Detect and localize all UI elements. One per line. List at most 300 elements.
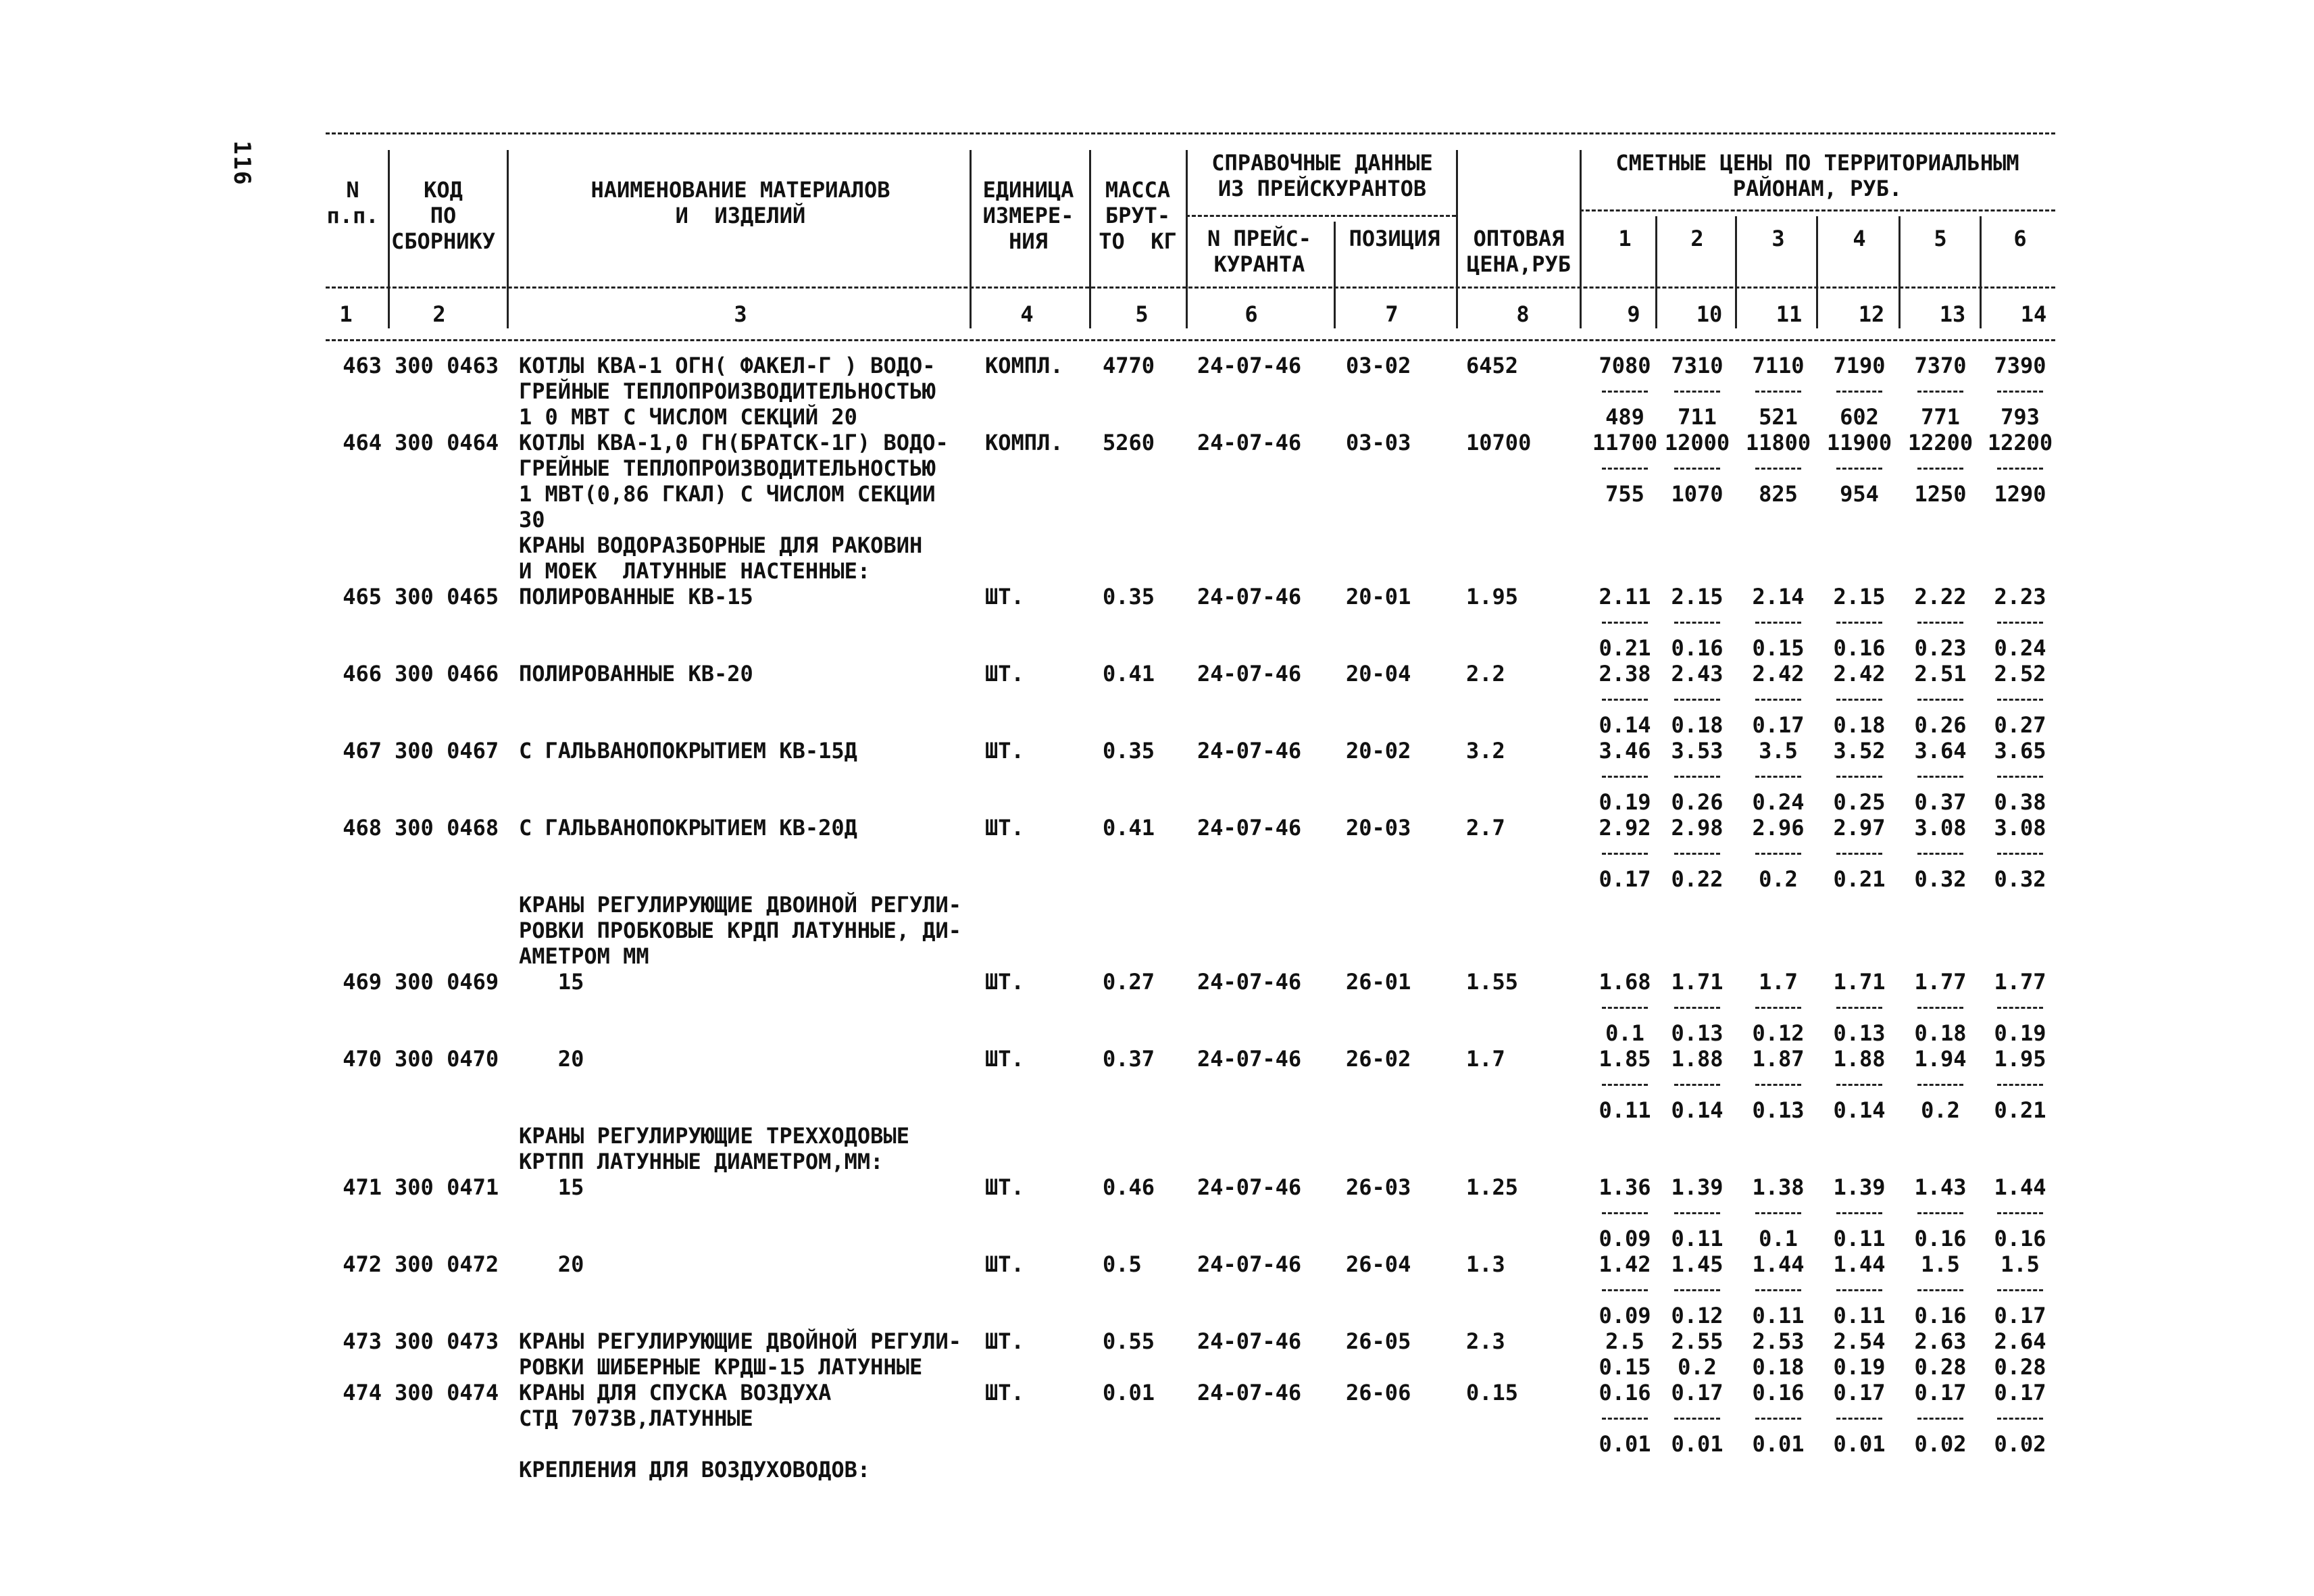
row-price: 2.43	[1671, 661, 1724, 687]
price-divider	[1997, 1212, 2043, 1214]
price-divider	[1997, 1084, 2043, 1086]
row-transport: 0.17	[1994, 1303, 2046, 1328]
row-transport: 0.14	[1599, 712, 1651, 738]
row-transport: 0.21	[1833, 866, 1886, 892]
row-code: 300 0472	[395, 1251, 499, 1277]
row-transport: 0.17	[1752, 712, 1805, 738]
row-price: 2.15	[1833, 584, 1886, 609]
price-divider	[1602, 468, 1648, 470]
header-unit: ЕДИНИЦА ИЗМЕРЕ- НИЯ	[982, 177, 1074, 254]
row-transport: 0.2	[1678, 1354, 1717, 1380]
row-name: ГРЕЙНЫЕ ТЕПЛОПРОИЗВОДИТЕЛЬНОСТЬЮ	[519, 378, 936, 404]
row-position: 26-04	[1346, 1251, 1411, 1277]
row-transport: 0.37	[1914, 789, 1967, 815]
price-divider	[1602, 622, 1648, 624]
price-divider	[1997, 468, 2043, 470]
row-pricelist: 24-07-46	[1197, 661, 1302, 687]
price-divider	[1997, 699, 2043, 701]
row-pricelist: 24-07-46	[1197, 1174, 1302, 1200]
price-divider	[1997, 1289, 2043, 1291]
row-mass: 0.35	[1103, 738, 1155, 764]
row-price: 1.36	[1599, 1174, 1651, 1200]
row-price: 2.97	[1833, 815, 1886, 841]
row-pricelist: 24-07-46	[1197, 584, 1302, 609]
group-heading: КРТПП ЛАТУННЫЕ ДИАМЕТРОМ,ММ:	[519, 1149, 884, 1174]
row-price: 3.46	[1599, 738, 1651, 764]
column-number: 7	[1385, 301, 1399, 327]
row-price: 2.15	[1671, 584, 1724, 609]
row-transport: 0.19	[1833, 1354, 1886, 1380]
column-number: 3	[734, 301, 747, 327]
header-name: НАИМЕНОВАНИЕ МАТЕРИАЛОВ И ИЗДЕЛИЙ	[590, 177, 890, 228]
row-code: 300 0474	[395, 1380, 499, 1405]
row-transport: 0.11	[1833, 1226, 1886, 1251]
price-divider	[1997, 391, 2043, 393]
group-heading: АМЕТРОМ ММ	[519, 943, 649, 969]
row-transport: 825	[1759, 481, 1798, 507]
row-name: С ГАЛЬВАНОПОКРЫТИЕМ КВ-15Д	[519, 738, 857, 764]
row-wholesale: 3.2	[1466, 738, 1505, 764]
column-number: 13	[1939, 301, 1966, 327]
row-position: 26-05	[1346, 1328, 1411, 1354]
price-divider	[1917, 699, 1963, 701]
col-divider	[1580, 150, 1582, 328]
row-price: 3.08	[1914, 815, 1967, 841]
row-transport: 0.19	[1994, 1020, 2046, 1046]
row-position: 20-03	[1346, 815, 1411, 841]
row-transport: 0.11	[1671, 1226, 1724, 1251]
row-transport: 0.21	[1994, 1097, 2046, 1123]
row-mass: 4770	[1103, 353, 1155, 378]
col-divider	[970, 150, 972, 328]
price-divider	[1917, 622, 1963, 624]
row-transport: 0.02	[1914, 1431, 1967, 1457]
column-number: 2	[432, 301, 446, 327]
row-price: 7310	[1671, 353, 1724, 378]
row-price: 2.98	[1671, 815, 1724, 841]
row-name: КРАНЫ РЕГУЛИРУЮЩИЕ ДВОЙНОЙ РЕГУЛИ-	[519, 1328, 962, 1354]
row-price: 2.55	[1671, 1328, 1724, 1354]
price-divider	[1674, 1289, 1720, 1291]
row-wholesale: 1.7	[1466, 1046, 1505, 1072]
price-divider	[1674, 391, 1720, 393]
row-transport: 0.01	[1671, 1431, 1724, 1457]
row-name: 20	[519, 1046, 584, 1072]
row-price: 2.51	[1914, 661, 1967, 687]
row-transport: 0.38	[1994, 789, 2046, 815]
row-name: 15	[519, 1174, 584, 1200]
row-name: 20	[519, 1251, 584, 1277]
row-transport: 1250	[1914, 481, 1967, 507]
col-divider	[1898, 216, 1901, 328]
column-number: 11	[1776, 301, 1803, 327]
price-divider	[1602, 1289, 1648, 1291]
row-transport: 0.13	[1833, 1020, 1886, 1046]
header-prices-group: СМЕТНЫЕ ЦЕНЫ ПО ТЕРРИТОРИАЛЬНЫМ РАЙОНАМ, РУБ.	[1615, 150, 2019, 201]
row-price: 2.52	[1994, 661, 2046, 687]
row-price: 1.44	[1994, 1174, 2046, 1200]
row-wholesale: 2.3	[1466, 1328, 1505, 1354]
row-name: 1 МВТ(0,86 ГКАЛ) С ЧИСЛОМ СЕКЦИИ	[519, 481, 936, 507]
row-price: 1.43	[1914, 1174, 1967, 1200]
row-price: 1.44	[1752, 1251, 1805, 1277]
col-divider	[1735, 216, 1737, 328]
row-unit: ШТ.	[985, 1380, 1024, 1405]
price-divider	[1836, 776, 1882, 778]
row-transport: 0.19	[1599, 789, 1651, 815]
row-price: 2.5	[1605, 1328, 1644, 1354]
row-code: 300 0468	[395, 815, 499, 841]
row-unit: ШТ.	[985, 1046, 1024, 1072]
price-divider	[1602, 391, 1648, 393]
row-number: 472	[343, 1251, 382, 1277]
row-transport: 0.12	[1671, 1303, 1724, 1328]
row-position: 26-03	[1346, 1174, 1411, 1200]
row-price: 11900	[1826, 430, 1892, 455]
row-wholesale: 1.95	[1466, 584, 1519, 609]
row-price: 1.68	[1599, 969, 1651, 995]
row-transport: 0.16	[1833, 635, 1886, 661]
row-transport: 521	[1759, 404, 1798, 430]
price-divider	[1755, 853, 1801, 855]
row-transport: 0.14	[1671, 1097, 1724, 1123]
row-transport: 0.18	[1671, 712, 1724, 738]
price-divider	[1755, 391, 1801, 393]
row-price: 7370	[1914, 353, 1967, 378]
price-divider	[1997, 622, 2043, 624]
row-mass: 0.41	[1103, 661, 1155, 687]
row-unit: ШТ.	[985, 1328, 1024, 1354]
row-price: 2.63	[1914, 1328, 1967, 1354]
row-wholesale: 1.55	[1466, 969, 1519, 995]
row-price: 2.53	[1752, 1328, 1805, 1354]
row-price: 3.64	[1914, 738, 1967, 764]
row-transport: 0.01	[1752, 1431, 1805, 1457]
row-transport: 0.24	[1994, 635, 2046, 661]
row-transport: 0.18	[1833, 712, 1886, 738]
row-transport: 0.09	[1599, 1303, 1651, 1328]
price-divider	[1602, 699, 1648, 701]
group-heading: КРЕПЛЕНИЯ ДЛЯ ВОЗДУХОВОДОВ:	[519, 1457, 871, 1482]
ref-group-rule	[1186, 215, 1456, 217]
row-price: 2.42	[1752, 661, 1805, 687]
row-code: 300 0466	[395, 661, 499, 687]
district-number: 3	[1771, 226, 1785, 251]
row-pricelist: 24-07-46	[1197, 1251, 1302, 1277]
row-transport: 602	[1840, 404, 1879, 430]
price-divider	[1602, 1084, 1648, 1086]
district-number: 5	[1934, 226, 1947, 251]
row-number: 469	[343, 969, 382, 995]
price-divider	[1836, 1418, 1882, 1420]
row-price: 1.44	[1833, 1251, 1886, 1277]
column-number: 4	[1020, 301, 1034, 327]
row-wholesale: 1.25	[1466, 1174, 1519, 1200]
row-price: 7190	[1833, 353, 1886, 378]
row-name: ПОЛИРОВАННЫЕ КВ-20	[519, 661, 753, 687]
row-wholesale: 1.3	[1466, 1251, 1505, 1277]
row-transport: 0.23	[1914, 635, 1967, 661]
price-divider	[1836, 468, 1882, 470]
row-code: 300 0465	[395, 584, 499, 609]
row-code: 300 0471	[395, 1174, 499, 1200]
row-transport: 0.25	[1833, 789, 1886, 815]
row-price: 0.17	[1994, 1380, 2046, 1405]
price-divider	[1917, 391, 1963, 393]
row-transport: 0.28	[1914, 1354, 1967, 1380]
price-divider	[1674, 622, 1720, 624]
prices-group-rule	[1580, 209, 2055, 211]
price-divider	[1602, 853, 1648, 855]
row-position: 03-03	[1346, 430, 1411, 455]
price-divider	[1674, 1212, 1720, 1214]
row-mass: 0.41	[1103, 815, 1155, 841]
row-pricelist: 24-07-46	[1197, 815, 1302, 841]
price-divider	[1836, 1289, 1882, 1291]
row-price: 1.39	[1671, 1174, 1724, 1200]
district-number: 1	[1618, 226, 1632, 251]
price-divider	[1755, 468, 1801, 470]
col-divider	[1816, 216, 1818, 328]
row-transport: 0.15	[1752, 635, 1805, 661]
group-heading: РОВКИ ПРОБКОВЫЕ КРДП ЛАТУННЫЕ, ДИ-	[519, 918, 962, 943]
row-transport: 0.09	[1599, 1226, 1651, 1251]
row-position: 26-01	[1346, 969, 1411, 995]
row-mass: 0.46	[1103, 1174, 1155, 1200]
group-heading: КРАНЫ ВОДОРАЗБОРНЫЕ ДЛЯ РАКОВИН	[519, 532, 923, 558]
row-transport: 0.17	[1599, 866, 1651, 892]
price-divider	[1836, 1007, 1882, 1009]
col-divider	[1456, 150, 1458, 328]
price-divider	[1755, 1418, 1801, 1420]
row-pricelist: 24-07-46	[1197, 969, 1302, 995]
row-unit: КОМПЛ.	[985, 430, 1063, 455]
price-divider	[1674, 853, 1720, 855]
row-price: 1.77	[1994, 969, 2046, 995]
row-price: 1.88	[1833, 1046, 1886, 1072]
group-heading: КРАНЫ РЕГУЛИРУЮЩИЕ ДВОИНОЙ РЕГУЛИ-	[519, 892, 962, 918]
row-unit: КОМПЛ.	[985, 353, 1063, 378]
row-mass: 5260	[1103, 430, 1155, 455]
row-number: 471	[343, 1174, 382, 1200]
price-divider	[1602, 776, 1648, 778]
row-position: 03-02	[1346, 353, 1411, 378]
price-divider	[1755, 1084, 1801, 1086]
column-number: 12	[1858, 301, 1885, 327]
row-number: 474	[343, 1380, 382, 1405]
row-pricelist: 24-07-46	[1197, 353, 1302, 378]
row-transport: 0.28	[1994, 1354, 2046, 1380]
row-code: 300 0463	[395, 353, 499, 378]
row-name: РОВКИ ШИБЕРНЫЕ КРДШ-15 ЛАТУННЫЕ	[519, 1354, 923, 1380]
row-mass: 0.35	[1103, 584, 1155, 609]
row-price: 7110	[1752, 353, 1805, 378]
column-number: 9	[1627, 301, 1640, 327]
row-transport: 0.24	[1752, 789, 1805, 815]
row-number: 464	[343, 430, 382, 455]
row-transport: 0.18	[1752, 1354, 1805, 1380]
row-transport: 0.18	[1914, 1020, 1967, 1046]
row-transport: 771	[1921, 404, 1960, 430]
price-divider	[1917, 468, 1963, 470]
row-name: КРАНЫ ДЛЯ СПУСКА ВОЗДУХА	[519, 1380, 832, 1405]
row-name: КОТЛЫ КВА-1,0 ГН(БРАТСК-1Г) ВОДО-	[519, 430, 949, 455]
row-price: 0.17	[1833, 1380, 1886, 1405]
price-divider	[1755, 1289, 1801, 1291]
col-divider	[507, 150, 509, 328]
row-code: 300 0470	[395, 1046, 499, 1072]
column-number: 10	[1696, 301, 1723, 327]
row-mass: 0.37	[1103, 1046, 1155, 1072]
row-transport: 0.01	[1599, 1431, 1651, 1457]
row-mass: 0.01	[1103, 1380, 1155, 1405]
table-top-rule	[326, 132, 2055, 134]
row-number: 470	[343, 1046, 382, 1072]
price-divider	[1997, 776, 2043, 778]
price-divider	[1674, 699, 1720, 701]
row-price: 3.65	[1994, 738, 2046, 764]
row-transport: 0.16	[1994, 1226, 2046, 1251]
price-divider	[1602, 1007, 1648, 1009]
row-price: 7080	[1599, 353, 1651, 378]
row-pricelist: 24-07-46	[1197, 430, 1302, 455]
header-pricelist: N ПРЕЙС- КУРАНТА	[1207, 226, 1312, 277]
row-price: 1.45	[1671, 1251, 1724, 1277]
row-transport: 0.12	[1752, 1020, 1805, 1046]
row-transport: 0.11	[1752, 1303, 1805, 1328]
header-bottom-rule	[326, 339, 2055, 341]
row-transport: 0.11	[1833, 1303, 1886, 1328]
row-code: 300 0473	[395, 1328, 499, 1354]
row-price: 3.08	[1994, 815, 2046, 841]
row-name: 30	[519, 507, 545, 532]
row-transport: 489	[1605, 404, 1644, 430]
row-price: 0.16	[1599, 1380, 1651, 1405]
row-transport: 0.13	[1671, 1020, 1724, 1046]
row-mass: 0.55	[1103, 1328, 1155, 1354]
header-wholesale: ОПТОВАЯ ЦЕНА,РУБ	[1466, 226, 1571, 277]
row-price: 2.42	[1833, 661, 1886, 687]
price-divider	[1674, 776, 1720, 778]
row-transport: 0.11	[1599, 1097, 1651, 1123]
row-price: 12200	[1987, 430, 2053, 455]
row-price: 2.23	[1994, 584, 2046, 609]
row-transport: 0.14	[1833, 1097, 1886, 1123]
row-price: 0.17	[1914, 1380, 1967, 1405]
row-price: 1.95	[1994, 1046, 2046, 1072]
row-price: 3.5	[1759, 738, 1798, 764]
row-transport: 0.02	[1994, 1431, 2046, 1457]
district-number: 6	[2013, 226, 2027, 251]
col-divider	[1334, 222, 1336, 328]
row-price: 12200	[1907, 430, 1973, 455]
row-transport: 0.1	[1759, 1226, 1798, 1251]
row-unit: ШТ.	[985, 584, 1024, 609]
row-number: 465	[343, 584, 382, 609]
row-transport: 0.26	[1914, 712, 1967, 738]
price-divider	[1755, 699, 1801, 701]
row-price: 0.16	[1752, 1380, 1805, 1405]
price-divider	[1674, 468, 1720, 470]
row-transport: 755	[1605, 481, 1644, 507]
row-transport: 0.32	[1994, 866, 2046, 892]
header-n: N п.п.	[326, 177, 379, 228]
row-mass: 0.27	[1103, 969, 1155, 995]
price-divider	[1997, 1418, 2043, 1420]
col-divider	[1655, 216, 1657, 328]
row-price: 1.38	[1752, 1174, 1805, 1200]
row-position: 20-01	[1346, 584, 1411, 609]
row-transport: 0.32	[1914, 866, 1967, 892]
column-number: 6	[1244, 301, 1258, 327]
row-price: 1.94	[1914, 1046, 1967, 1072]
row-position: 20-04	[1346, 661, 1411, 687]
row-price: 2.64	[1994, 1328, 2046, 1354]
row-name: ПОЛИРОВАННЫЕ КВ-15	[519, 584, 753, 609]
row-price: 1.71	[1833, 969, 1886, 995]
row-number: 466	[343, 661, 382, 687]
row-number: 463	[343, 353, 382, 378]
price-divider	[1836, 1084, 1882, 1086]
price-divider	[1917, 1084, 1963, 1086]
row-price: 0.17	[1671, 1380, 1724, 1405]
row-transport: 0.22	[1671, 866, 1724, 892]
row-code: 300 0464	[395, 430, 499, 455]
row-code: 300 0469	[395, 969, 499, 995]
price-divider	[1602, 1212, 1648, 1214]
row-transport: 0.15	[1599, 1354, 1651, 1380]
row-name: 1 0 МВТ С ЧИСЛОМ СЕКЦИЙ 20	[519, 404, 857, 430]
row-price: 2.96	[1752, 815, 1805, 841]
row-price: 1.71	[1671, 969, 1724, 995]
price-divider	[1755, 776, 1801, 778]
row-price: 2.92	[1599, 815, 1651, 841]
price-divider	[1997, 1007, 2043, 1009]
col-divider	[1089, 150, 1091, 328]
row-unit: ШТ.	[985, 815, 1024, 841]
row-transport: 0.16	[1671, 635, 1724, 661]
row-price: 3.53	[1671, 738, 1724, 764]
row-transport: 0.27	[1994, 712, 2046, 738]
row-price: 11800	[1745, 430, 1811, 455]
price-divider	[1917, 776, 1963, 778]
col-divider	[388, 150, 390, 328]
row-transport: 0.1	[1605, 1020, 1644, 1046]
header-position: ПОЗИЦИЯ	[1349, 226, 1440, 251]
column-number: 5	[1135, 301, 1149, 327]
price-divider	[1755, 1212, 1801, 1214]
row-transport: 954	[1840, 481, 1879, 507]
row-number: 473	[343, 1328, 382, 1354]
row-price: 11700	[1592, 430, 1658, 455]
row-unit: ШТ.	[985, 1251, 1024, 1277]
price-divider	[1997, 853, 2043, 855]
row-number: 468	[343, 815, 382, 841]
row-price: 1.87	[1752, 1046, 1805, 1072]
col-divider	[1980, 216, 1982, 328]
price-divider	[1836, 391, 1882, 393]
row-transport: 0.2	[1759, 866, 1798, 892]
header-ref-group: СПРАВОЧНЫЕ ДАННЫЕ ИЗ ПРЕЙСКУРАНТОВ	[1211, 150, 1433, 201]
price-divider	[1836, 622, 1882, 624]
row-transport: 1070	[1671, 481, 1724, 507]
row-transport: 0.21	[1599, 635, 1651, 661]
row-price: 1.42	[1599, 1251, 1651, 1277]
row-unit: ШТ.	[985, 1174, 1024, 1200]
price-divider	[1836, 1212, 1882, 1214]
row-price: 1.5	[1921, 1251, 1960, 1277]
price-divider	[1674, 1084, 1720, 1086]
